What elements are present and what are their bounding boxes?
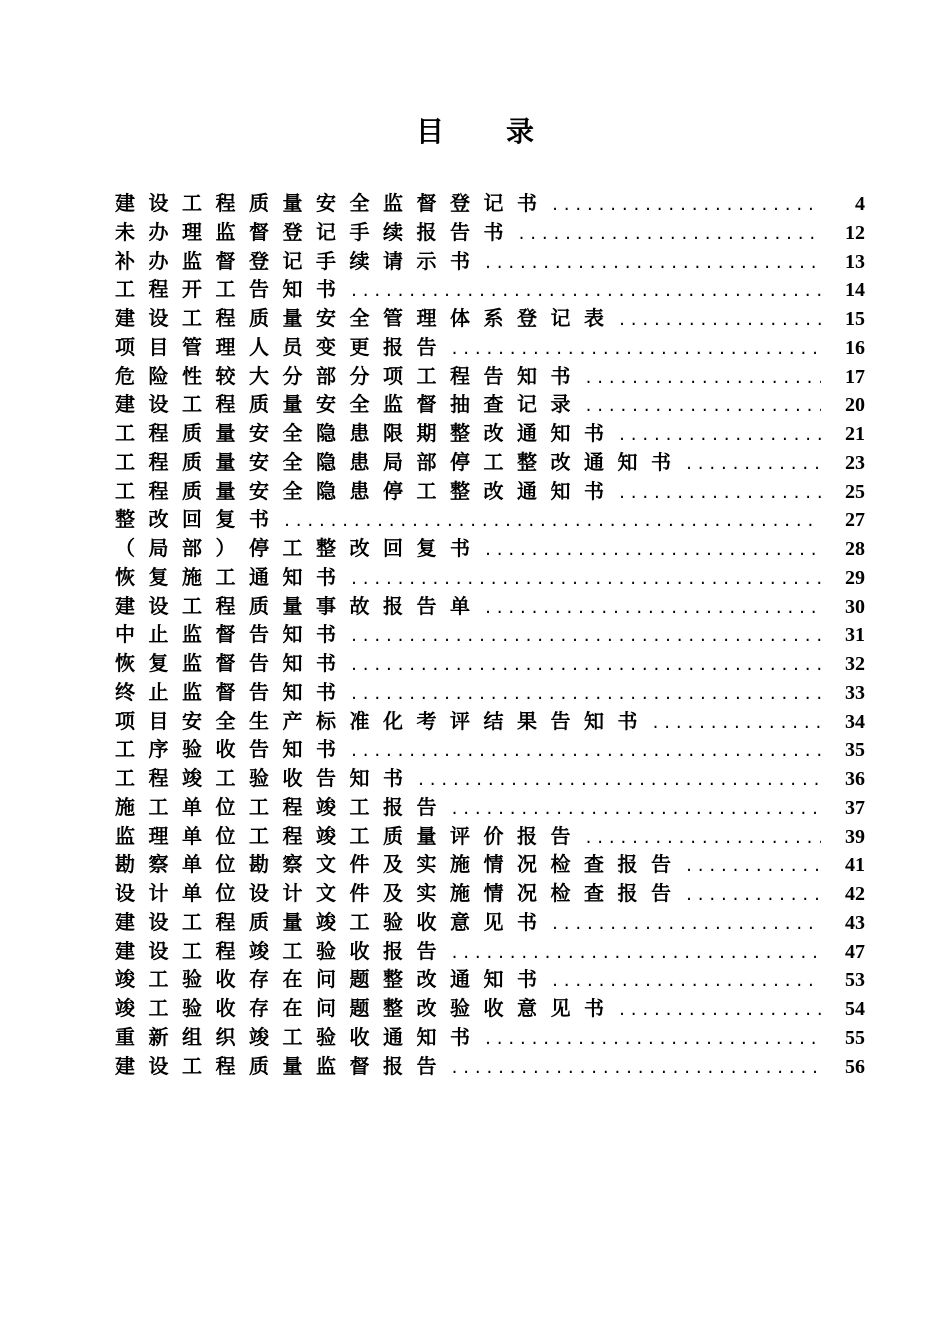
- toc-leader-dots: [618, 421, 822, 450]
- toc-entry[interactable]: [115, 362, 865, 391]
- toc-entry-title: 工程竣工验收告知书: [115, 766, 417, 790]
- toc-entry-title: 建设工程质量监督报告: [115, 1053, 450, 1078]
- toc-leader-dots: [685, 450, 822, 479]
- toc-entry[interactable]: [115, 304, 865, 333]
- toc-entry-title: 建设工程质量安全监督登记书: [115, 191, 551, 215]
- toc-leader-dots: [450, 335, 821, 364]
- toc-entry-title: 恢复监督告知书: [115, 651, 350, 675]
- toc-entry-page: 41: [845, 854, 865, 877]
- toc-entry-page: 43: [845, 911, 865, 934]
- toc-entry-title: 建设工程质量竣工验收意见书: [115, 909, 551, 934]
- toc-entry-page: 31: [845, 624, 865, 647]
- toc-entry-title: 恢复施工通知书: [115, 564, 350, 589]
- toc-entry-title: 竣工验收存在问题整改通知书: [115, 967, 551, 992]
- toc-leader-dots: [350, 737, 822, 766]
- toc-entry-page: 29: [845, 566, 865, 589]
- toc-entry-page: 17: [845, 365, 865, 388]
- toc-leader-dots: [350, 565, 822, 594]
- toc-entry-page: 56: [845, 1055, 865, 1078]
- toc-entry-page: 36: [845, 768, 865, 790]
- toc-entry[interactable]: [115, 390, 865, 419]
- toc-entry-title: 建设工程质量安全管理体系登记表: [115, 306, 618, 330]
- toc-entry-title: 监理单位工程竣工质量评价报告: [115, 823, 584, 848]
- toc-entry[interactable]: [115, 505, 865, 534]
- toc-entry-page: 28: [845, 538, 865, 560]
- toc-leader-dots: [450, 1054, 821, 1083]
- toc-entry[interactable]: [115, 822, 865, 851]
- toc-leader-dots: [685, 852, 822, 881]
- toc-entry-title: 未办理监督登记手续报告书: [115, 219, 517, 244]
- toc-entry-page: 4: [855, 193, 865, 215]
- toc-entry-title: 工程质量安全隐患限期整改通知书: [115, 421, 618, 445]
- toc-entry[interactable]: [115, 477, 865, 506]
- toc-entry-page: 39: [845, 825, 865, 848]
- toc-entry-title: 危险性较大分部分项工程告知书: [115, 363, 584, 388]
- toc-entry-title: 工序验收告知书: [115, 737, 350, 762]
- toc-leader-dots: [584, 364, 821, 393]
- toc-entry-title: 工程质量安全隐患停工整改通知书: [115, 478, 618, 503]
- toc-entry-page: 55: [845, 1026, 865, 1049]
- toc-leader-dots: [450, 939, 821, 968]
- toc-entry-title: 补办监督登记手续请示书: [115, 248, 484, 273]
- toc-entry-page: 33: [845, 681, 865, 704]
- toc-entry-page: 27: [845, 509, 865, 532]
- toc-entry[interactable]: [115, 333, 865, 362]
- toc-entry[interactable]: [115, 793, 865, 822]
- toc-entry-page: 42: [845, 883, 865, 905]
- toc-entry-title: 勘察单位勘察文件及实施情况检查报告: [115, 852, 685, 877]
- toc-entry-page: 16: [845, 336, 865, 359]
- toc-entry[interactable]: [115, 850, 865, 879]
- toc-entry-title: （局部）停工整改回复书: [115, 536, 484, 560]
- toc-leader-dots: [350, 651, 822, 680]
- toc-entry-page: 54: [845, 998, 865, 1020]
- toc-leader-dots: [551, 191, 822, 220]
- toc-leader-dots: [417, 766, 822, 795]
- toc-entry[interactable]: [115, 735, 865, 764]
- toc-leader-dots: [618, 306, 822, 335]
- toc-entry[interactable]: [115, 879, 865, 908]
- toc-entry[interactable]: [115, 937, 865, 966]
- toc-leader-dots: [685, 881, 822, 910]
- toc-entry-title: 中止监督告知书: [115, 622, 350, 647]
- toc-entry-page: 47: [845, 940, 865, 963]
- toc-entry-title: 工程开工告知书: [115, 277, 350, 302]
- toc-entry[interactable]: [115, 649, 865, 678]
- toc-entry[interactable]: [115, 592, 865, 621]
- toc-entry-title: 施工单位工程竣工报告: [115, 794, 450, 819]
- toc-entry-title: 项目安全生产标准化考评结果告知书: [115, 708, 651, 733]
- toc-entry-title: 建设工程质量安全监督抽查记录: [115, 392, 584, 417]
- toc-entry[interactable]: [115, 448, 865, 477]
- toc-entry-title: 终止监督告知书: [115, 679, 350, 704]
- toc-entry-page: 53: [845, 969, 865, 992]
- toc-entry[interactable]: [115, 965, 865, 994]
- toc-entry-title: 整改回复书: [115, 507, 283, 532]
- toc-leader-dots: [584, 392, 821, 421]
- toc-entry[interactable]: [115, 620, 865, 649]
- toc-leader-dots: [350, 622, 822, 651]
- toc-leader-dots: [651, 709, 821, 738]
- toc-entry[interactable]: [115, 908, 865, 937]
- toc-entry-page: 25: [845, 480, 865, 503]
- toc-entry[interactable]: [115, 678, 865, 707]
- toc-leader-dots: [618, 479, 822, 508]
- toc-entry-page: 21: [845, 423, 865, 445]
- toc-entry-page: 30: [845, 595, 865, 618]
- toc-entry-page: 37: [845, 796, 865, 819]
- toc-entry[interactable]: [115, 534, 865, 563]
- toc-entry[interactable]: [115, 707, 865, 736]
- toc-entry-page: 35: [845, 739, 865, 762]
- toc-entry-title: 竣工验收存在问题整改验收意见书: [115, 996, 618, 1020]
- toc-leader-dots: [484, 536, 822, 565]
- toc-leader-dots: [484, 1025, 822, 1054]
- toc-entry-page: 15: [845, 308, 865, 330]
- toc-entry[interactable]: [115, 1052, 865, 1081]
- toc-entry-page: 20: [845, 394, 865, 417]
- toc-entry-page: 32: [845, 653, 865, 675]
- toc-entry-page: 23: [845, 451, 865, 474]
- toc-entry-title: 重新组织竣工验收通知书: [115, 1024, 484, 1049]
- toc-leader-dots: [283, 507, 822, 536]
- toc-entry-title: 建设工程质量事故报告单: [115, 593, 484, 618]
- toc-entry-title: 项目管理人员变更报告: [115, 334, 450, 359]
- toc-leader-dots: [484, 249, 822, 278]
- toc-entry-page: 12: [845, 221, 865, 244]
- toc-entry[interactable]: [115, 218, 865, 247]
- toc-entry-title: 建设工程竣工验收报告: [115, 938, 450, 963]
- toc-entry[interactable]: [115, 563, 865, 592]
- toc-leader-dots: [350, 277, 822, 306]
- toc-entry[interactable]: [115, 189, 865, 218]
- table-of-contents: [115, 189, 865, 1080]
- toc-entry-title: 工程质量安全隐患局部停工整改通知书: [115, 449, 685, 474]
- toc-leader-dots: [551, 967, 822, 996]
- toc-leader-dots: [584, 824, 821, 853]
- toc-entry-title: 设计单位设计文件及实施情况检查报告: [115, 881, 685, 905]
- toc-entry[interactable]: [115, 1023, 865, 1052]
- toc-entry[interactable]: [115, 275, 865, 304]
- toc-entry[interactable]: [115, 419, 865, 448]
- toc-leader-dots: [484, 594, 822, 623]
- toc-leader-dots: [350, 680, 822, 709]
- toc-entry[interactable]: [115, 247, 865, 276]
- toc-leader-dots: [618, 996, 822, 1025]
- toc-entry[interactable]: [115, 994, 865, 1023]
- toc-leader-dots: [517, 220, 821, 249]
- page-title: 目录: [415, 115, 596, 148]
- toc-leader-dots: [450, 795, 821, 824]
- toc-leader-dots: [551, 910, 822, 939]
- toc-entry-page: 14: [845, 279, 865, 302]
- toc-entry-page: 34: [845, 710, 865, 733]
- toc-entry-page: 13: [845, 250, 865, 273]
- toc-entry[interactable]: [115, 764, 865, 793]
